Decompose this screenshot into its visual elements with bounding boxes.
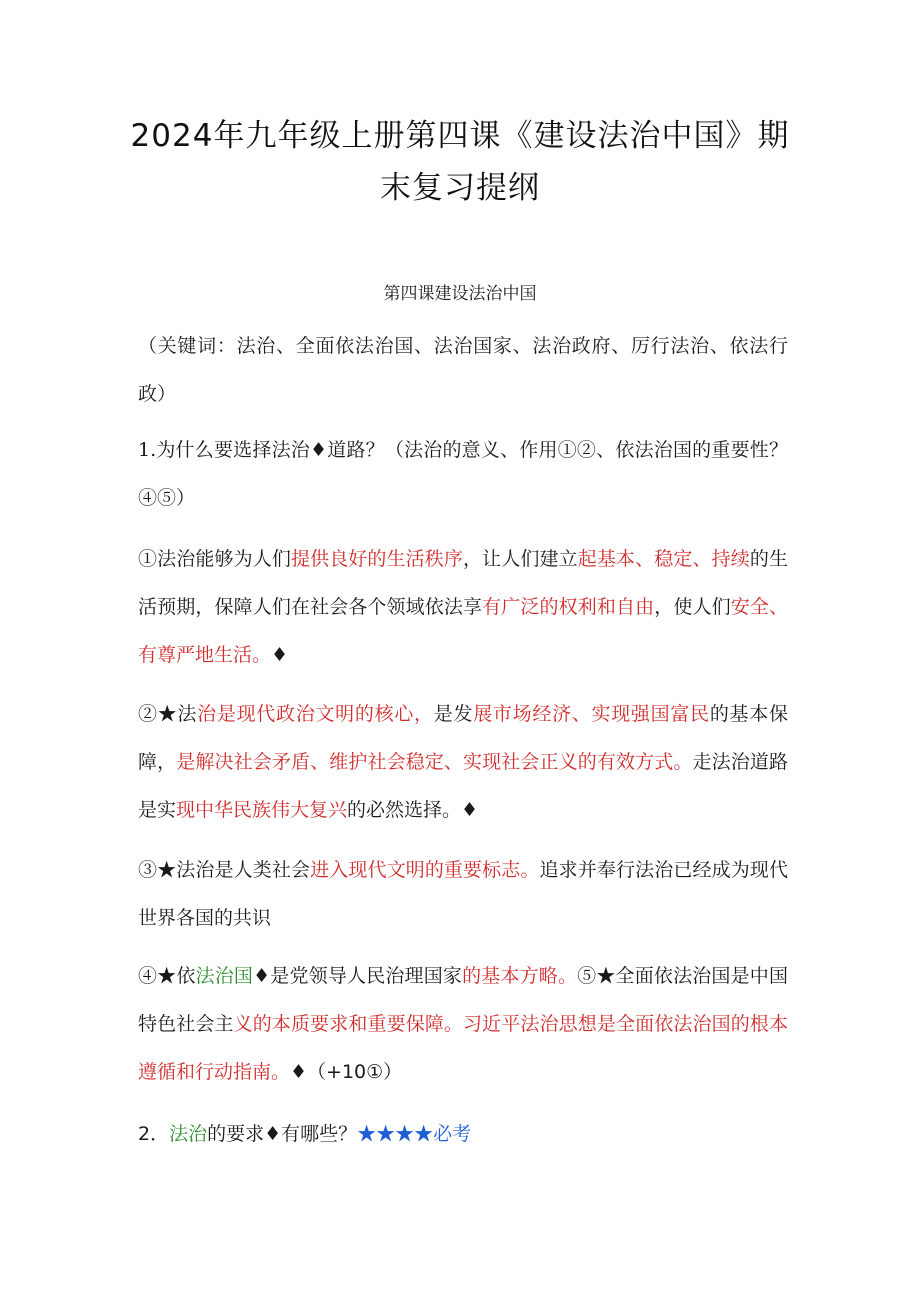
text-run: 的生活预期，保障人们在社会各个领域依法享 [138,548,788,618]
answer-3 [138,846,788,942]
highlight-run: 的基本方略。 [462,965,578,987]
answer-1 [138,535,788,679]
text-run: ♦（+10①） [290,1061,403,1083]
question-2 [138,1110,788,1158]
text-run: 的必然选择。♦ [347,799,479,821]
highlight-run: 进入现代文明的重要标志。 [310,859,540,881]
highlight-run-green: 法治国 [195,965,254,987]
highlight-run: 现中华民族伟大复兴 [176,799,348,821]
text-run: ④★依 [138,965,196,987]
lesson-title: 第四课建设法治中国 [383,284,537,304]
text-run: ，让人们建立 [463,548,578,570]
answer-4-5 [138,952,788,1096]
text-run: ⑤★全面依法治国是中国特色社会主 [138,965,788,1035]
answer-2 [138,690,788,834]
question-number: 2 [138,1123,151,1145]
highlight-run: 起基本、稳定、持续 [577,548,750,570]
text-run: ． [150,1123,170,1145]
text-run: ♦是党领导人民治理国家 [253,965,463,987]
highlight-run-green: 法治 [169,1123,208,1145]
highlight-run: 安全、有尊严地生活。 [138,596,788,666]
text-run: 的要求♦有哪些？ [207,1123,358,1145]
keywords-paragraph: （关键词：法治、全面依法治国、法治国家、法治政府、厉行法治、依法行政） [138,335,788,405]
document-title: 2024年九年级上册第四课《建设法治中国》期末复习提纲 [130,118,790,206]
text-run: 追求并奉行法治已经成为现代世界各国的共识 [138,859,788,929]
must-test-badge: ★★★★必考 [357,1123,472,1145]
text-run: 的基本保障， [138,703,788,773]
question-1: 1.为什么要选择法治♦道路？（法治的意义、作用①②、依法治国的重要性？④⑤） [138,439,788,509]
highlight-run: 治是现代政治文明的核心， [197,703,434,725]
highlight-run: 有广泛的权利和自由 [482,596,655,618]
text-run: ，使人们 [654,596,731,618]
text-run: 是发 [433,703,474,725]
diamond-mark: ♦ [271,644,289,666]
text-run: ②★法 [138,703,198,725]
highlight-run: 展市场经济、实现强国富民 [473,703,710,725]
text-run: 走法治道路是实 [138,751,788,821]
text-run: ③★法治是人类社会 [138,859,311,881]
highlight-run: 提供良好的生活秩序 [290,548,464,570]
highlight-run: 义的本质要求和重要保障。习近平法治思想是全面依法治国的根本遵循和行动指南。 [138,1013,788,1083]
highlight-run: 是解决社会矛盾、维护社会稳定、实现社会正义的有效方式。 [176,751,693,773]
text-run: ①法治能够为人们 [138,548,291,570]
